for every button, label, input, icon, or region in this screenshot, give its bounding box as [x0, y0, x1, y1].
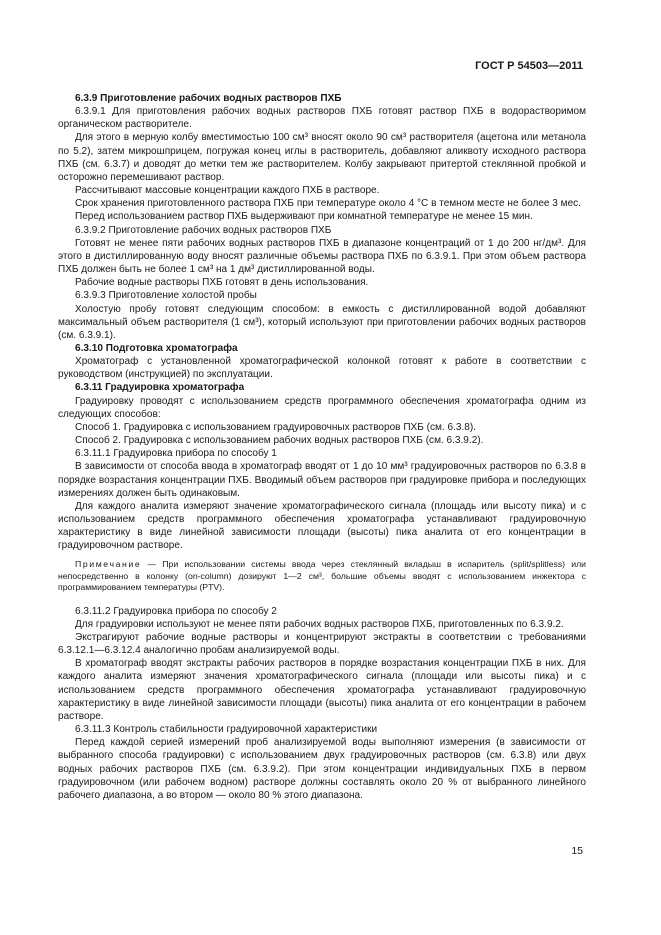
section-heading: 6.3.9 Приготовление рабочих водных растворов ПХБ [75, 93, 342, 104]
section-heading: 6.3.11 Градуировка хроматографа [75, 382, 245, 394]
note-label: Примечание [75, 559, 142, 570]
note-text: — При использовании системы ввода через стеклянный вкладыш в испаритель (split/splitless) или непосредственно в колонку (on-column) дозируют 1—2 см³, большие объемы вводят с использованием инжектора с программированием температуры (PTV). [58, 559, 586, 593]
paragraph: В хроматограф вводят экстракты рабочих растворов в порядке возрастания концентрации ПХБ в них. Для каждого аналита измеряют значения хроматографического сигнала (площади или высоты пика) и с использованием средств программного обеспечения хроматографа устанавливают градуировочную характеристику в виде линейной зависимости площади (высоты) пика аналита от его концентрации в рабочем растворе. [58, 658, 586, 722]
paragraph: Перед использованием раствор ПХБ выдерживают при комнатной температуре не менее 15 мин. [75, 211, 533, 223]
standard-header: ГОСТ Р 54503—2011 [475, 60, 583, 72]
paragraph: Для каждого аналита измеряют значение хроматографического сигнала (площадь или высоту пика) и с использованием средств программного обеспечения хроматографа устанавливают градуировочную характеристику в виде линейной зависимости площади (высоты) пика аналита от его концентрации в градуировочном растворе. [58, 500, 586, 552]
paragraph: Способ 2. Градуировка с использованием рабочих водных растворов ПХБ (см. 6.3.9.2). [75, 435, 484, 447]
paragraph: Для этого в мерную колбу вместимостью 100 см³ вносят около 90 см³ растворителя (ацетона или метанола по 5.2), затем микрошприцем, погружая конец иглы в растворитель, добавляют аликвоту исходного раствора ПХБ (см. 6.3.7) и доводят до метки тем же растворителем. Колбу закрывают притертой стеклянной пробкой и осторожно перемешивают раствор. [58, 132, 586, 183]
paragraph: Градуировку проводят с использованием средств программного обеспечения хроматографа одним из следующих способов: [58, 395, 586, 420]
note-paragraph [58, 559, 586, 593]
paragraph: 6.3.11.2 Градуировка прибора по способу 2 [75, 605, 277, 617]
paragraph: Рассчитывают массовые концентрации каждого ПХБ в растворе. [75, 185, 380, 197]
paragraph: 6.3.11.1 Градуировка прибора по способу 1 [75, 448, 277, 460]
paragraph: Срок хранения приготовленного раствора ПХБ при температуре около 4 °С в темном месте не более 3 мес. [75, 198, 581, 210]
paragraph: 6.3.9.3 Приготовление холостой пробы [75, 290, 257, 302]
paragraph: Способ 1. Градуировка с использованием градуировочных растворов ПХБ (см. 6.3.8). [75, 421, 476, 433]
paragraph: Для градуировки используют не менее пяти рабочих водных растворов ПХБ, приготовленных по 6.3.9.2. [75, 618, 564, 630]
page-number: 15 [571, 845, 583, 857]
paragraph: 6.3.11.3 Контроль стабильности градуировочной характеристики [75, 724, 378, 736]
paragraph: Экстрагируют рабочие водные растворы и концентрируют экстракты в соответствии с требованиями 6.3.12.1—6.3.12.4 аналогично пробам анализируемой воды. [58, 632, 586, 657]
paragraph: Холостую пробу готовят следующим способом: в емкость с дистиллированной водой добавляют максимальный объем растворителя (1 см³), который используют при приготовлении рабочих водных растворов (см. 6.3.9.1). [58, 303, 586, 341]
paragraph: Хроматограф с установленной хроматографической колонкой готовят к работе в соответствии с руководством (инструкцией) по эксплуатации. [58, 356, 586, 381]
section-heading: 6.3.10 Подготовка хроматографа [75, 342, 238, 354]
paragraph: Перед каждой серией измерений проб анализируемой воды выполняют измерения (в зависимости от выбранного способа градуировки) с использованием двух градуировочных растворов (см. 6.3.8) или двух водных рабочих растворов ПХБ (см. 6.3.9.2). При этом концентрации индивидуальных ПХБ в первом градуировочном (или рабочем водном) растворе должны составлять около 20 % от выбранного линейного рабочего диапазона, а во втором — около 80 % этого диапазона. [58, 737, 586, 801]
paragraph: В зависимости от способа ввода в хроматограф вводят от 1 до 10 мм³ градуировочных растворов по 6.3.8 в порядке возрастания концентрации ПХБ. Вводимый объем растворов при градуировке прибора и последующих измерениях должен быть одинаковым. [58, 461, 586, 499]
document-body [58, 92, 586, 802]
paragraph: 6.3.9.1 Для приготовления рабочих водных растворов ПХБ готовят раствор ПХБ в водорастворимом органическом растворителе. [58, 106, 586, 131]
paragraph: Готовят не менее пяти рабочих водных растворов ПХБ в диапазоне концентраций от 1 до 200 нг/дм³. Для этого в дистиллированную воду вносят различные объемы раствора ПХБ по 6.3.9.1. При этом объем раствора ПХБ должен быть не более 1 см³ на 1 дм³ дистиллированной воды. [58, 237, 586, 276]
paragraph: Рабочие водные растворы ПХБ готовят в день использования. [75, 277, 369, 289]
paragraph: 6.3.9.2 Приготовление рабочих водных растворов ПХБ [75, 224, 332, 236]
